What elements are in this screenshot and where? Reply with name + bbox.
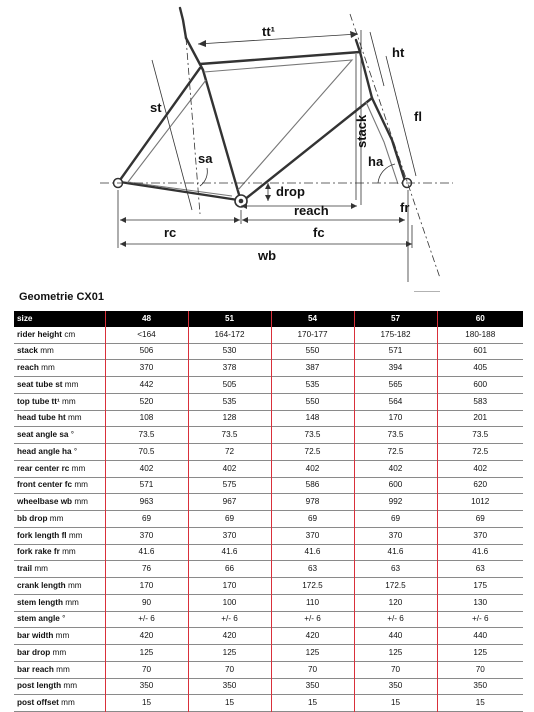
table-cell: 402 xyxy=(105,460,188,477)
table-cell: 350 xyxy=(105,678,188,695)
table-row xyxy=(14,477,523,494)
row-label-text: crank length xyxy=(17,580,66,590)
table-row xyxy=(14,678,523,695)
table-cell: 73.5 xyxy=(271,427,354,444)
table-cell: 535 xyxy=(188,393,271,410)
fl-dimension xyxy=(386,56,416,176)
table-cell: 170 xyxy=(188,578,271,595)
row-unit: mm xyxy=(41,363,55,373)
row-label xyxy=(14,511,105,528)
row-label xyxy=(14,695,105,712)
table-cell: 172.5 xyxy=(354,578,437,595)
table-cell: 440 xyxy=(354,628,437,645)
table-cell: 73.5 xyxy=(354,427,437,444)
fork-blade xyxy=(372,98,406,184)
table-cell: 992 xyxy=(354,494,437,511)
table-row xyxy=(14,695,523,712)
table-cell: 41.6 xyxy=(188,544,271,561)
table-cell: 586 xyxy=(271,477,354,494)
label-fc: fc xyxy=(313,225,325,240)
row-label-text: stack xyxy=(17,346,38,356)
table-cell: 175 xyxy=(437,578,523,595)
table-cell: 69 xyxy=(188,511,271,528)
table-cell: 63 xyxy=(354,561,437,578)
row-label-text: wheelbase wb xyxy=(17,497,73,507)
table-cell: 41.6 xyxy=(354,544,437,561)
table-cell: 63 xyxy=(437,561,523,578)
table-cell: 550 xyxy=(271,393,354,410)
table-cell: 70 xyxy=(354,661,437,678)
table-cell: 110 xyxy=(271,594,354,611)
row-label xyxy=(14,427,105,444)
table-cell: 505 xyxy=(188,377,271,394)
row-unit: mm xyxy=(62,547,76,557)
table-cell: <164 xyxy=(105,327,188,343)
table-cell: 420 xyxy=(105,628,188,645)
table-cell: 575 xyxy=(188,477,271,494)
table-cell: 73.5 xyxy=(188,427,271,444)
header-size-label: size xyxy=(14,311,105,327)
row-unit: mm xyxy=(74,480,88,490)
table-cell: 172.5 xyxy=(271,578,354,595)
table-cell: 550 xyxy=(271,343,354,360)
table-cell: 175-182 xyxy=(354,327,437,343)
seat-stay xyxy=(120,68,200,180)
table-cell: 70.5 xyxy=(105,444,188,461)
row-label-text: fork rake fr xyxy=(17,547,60,557)
page-title: Geometrie CX01 xyxy=(19,291,104,303)
table-cell: 583 xyxy=(437,393,523,410)
table-cell: +/- 6 xyxy=(437,611,523,628)
row-label-text: front center fc xyxy=(17,480,73,490)
table-cell: 72.5 xyxy=(437,444,523,461)
row-label-text: rider height xyxy=(17,329,63,339)
table-cell: 15 xyxy=(105,695,188,712)
table-cell: 402 xyxy=(354,460,437,477)
table-cell: 978 xyxy=(271,494,354,511)
table-row xyxy=(14,343,523,360)
table-cell: 69 xyxy=(271,511,354,528)
header-size: 48 xyxy=(105,311,188,327)
seat-post xyxy=(180,8,186,38)
table-cell: 69 xyxy=(354,511,437,528)
table-cell: 66 xyxy=(188,561,271,578)
table-cell: 170-177 xyxy=(271,327,354,343)
label-ha: ha xyxy=(368,154,384,169)
row-unit: cm xyxy=(64,329,76,339)
row-label-text: bar width xyxy=(17,631,54,641)
row-label xyxy=(14,561,105,578)
row-label xyxy=(14,527,105,544)
table-cell: 164-172 xyxy=(188,327,271,343)
table-row xyxy=(14,561,523,578)
table-cell: 72.5 xyxy=(271,444,354,461)
row-unit: mm xyxy=(64,379,79,389)
row-label-text: trail xyxy=(17,564,33,574)
row-label-text: head tube ht xyxy=(17,413,66,423)
table-cell: 69 xyxy=(105,511,188,528)
table-row xyxy=(14,511,523,528)
table-cell: 15 xyxy=(271,695,354,712)
table-row xyxy=(14,327,523,343)
table-row xyxy=(14,578,523,595)
table-row xyxy=(14,611,523,628)
table-cell: 120 xyxy=(354,594,437,611)
table-cell: 402 xyxy=(437,460,523,477)
table-cell: 125 xyxy=(105,645,188,662)
top-tube-inner xyxy=(204,60,352,190)
row-label xyxy=(14,661,105,678)
row-label-text: rear center rc xyxy=(17,463,70,473)
row-label xyxy=(14,343,105,360)
row-unit: mm xyxy=(74,497,88,507)
table-cell: 571 xyxy=(105,477,188,494)
row-label xyxy=(14,628,105,645)
row-unit: ° xyxy=(73,446,78,456)
table-cell: 520 xyxy=(105,393,188,410)
table-cell: 420 xyxy=(271,628,354,645)
label-fr: fr xyxy=(400,200,410,215)
row-label xyxy=(14,578,105,595)
table-cell: 90 xyxy=(105,594,188,611)
table-cell: 600 xyxy=(437,377,523,394)
label-drop: drop xyxy=(276,184,305,199)
table-row xyxy=(14,427,523,444)
table-cell: 350 xyxy=(188,678,271,695)
table-cell: 148 xyxy=(271,410,354,427)
table-body xyxy=(14,327,523,712)
table-cell: 15 xyxy=(188,695,271,712)
table-cell: 370 xyxy=(105,360,188,377)
table-cell: 41.6 xyxy=(271,544,354,561)
row-label xyxy=(14,645,105,662)
table-cell: 394 xyxy=(354,360,437,377)
row-label-text: fork length fl xyxy=(17,530,67,540)
table-cell: 63 xyxy=(271,561,354,578)
table-cell: 402 xyxy=(271,460,354,477)
table-cell: 370 xyxy=(271,527,354,544)
table-cell: 350 xyxy=(437,678,523,695)
table-cell: 125 xyxy=(271,645,354,662)
label-ht: ht xyxy=(392,45,405,60)
table-row xyxy=(14,444,523,461)
row-unit: mm xyxy=(71,463,86,473)
label-sa: sa xyxy=(198,151,213,166)
table-cell: 100 xyxy=(188,594,271,611)
table-cell: 440 xyxy=(437,628,523,645)
label-fl: fl xyxy=(414,109,422,124)
row-label xyxy=(14,494,105,511)
table-cell: 370 xyxy=(437,527,523,544)
table-cell: 15 xyxy=(354,695,437,712)
row-unit: mm xyxy=(63,681,78,691)
table-row xyxy=(14,628,523,645)
label-reach: reach xyxy=(294,203,329,218)
row-unit: mm xyxy=(67,413,82,423)
row-label xyxy=(14,393,105,410)
header-size: 57 xyxy=(354,311,437,327)
row-unit: mm xyxy=(62,396,76,406)
table-cell: 350 xyxy=(354,678,437,695)
row-label xyxy=(14,477,105,494)
table-row xyxy=(14,360,523,377)
table-cell: 72.5 xyxy=(354,444,437,461)
table-cell: 69 xyxy=(437,511,523,528)
head-tube xyxy=(360,52,372,98)
table-row xyxy=(14,460,523,477)
label-stack: stack xyxy=(354,114,369,148)
row-label xyxy=(14,377,105,394)
table-cell: 370 xyxy=(188,527,271,544)
table-cell: 170 xyxy=(105,578,188,595)
header-size: 60 xyxy=(437,311,523,327)
row-label-text: post length xyxy=(17,681,62,691)
row-label-text: bar drop xyxy=(17,647,51,657)
table-cell: 967 xyxy=(188,494,271,511)
table-row xyxy=(14,527,523,544)
table-cell: +/- 6 xyxy=(105,611,188,628)
header-size: 51 xyxy=(188,311,271,327)
table-cell: 72 xyxy=(188,444,271,461)
row-unit: mm xyxy=(55,631,70,641)
label-wb: wb xyxy=(258,248,277,263)
table-cell: +/- 6 xyxy=(271,611,354,628)
table-cell: 387 xyxy=(271,360,354,377)
geometry-table xyxy=(14,311,523,712)
down-tube xyxy=(244,98,372,200)
table-row xyxy=(14,645,523,662)
row-unit: ° xyxy=(70,430,74,440)
row-label xyxy=(14,444,105,461)
row-label-text: stem length xyxy=(17,597,63,607)
ht-dimension xyxy=(370,32,384,86)
table-cell: 41.6 xyxy=(437,544,523,561)
row-unit: mm xyxy=(68,530,83,540)
frame-geometry-diagram xyxy=(0,0,534,292)
row-label xyxy=(14,360,105,377)
row-unit: mm xyxy=(49,513,64,523)
table-cell: +/- 6 xyxy=(188,611,271,628)
stem-spacer xyxy=(356,40,360,52)
table-cell: 70 xyxy=(437,661,523,678)
table-cell: 73.5 xyxy=(105,427,188,444)
label-st: st xyxy=(150,100,162,115)
table-header-row xyxy=(14,311,523,327)
row-unit: mm xyxy=(40,346,54,356)
table-row xyxy=(14,544,523,561)
table-cell: 170 xyxy=(354,410,437,427)
row-unit: mm xyxy=(34,564,48,574)
row-label-text: seat tube st xyxy=(17,379,63,389)
row-label-text: reach xyxy=(17,363,39,373)
row-label xyxy=(14,678,105,695)
row-label-text: head angle ha xyxy=(17,446,72,456)
table-cell: +/- 6 xyxy=(354,611,437,628)
table-cell: 1012 xyxy=(437,494,523,511)
table-cell: 530 xyxy=(188,343,271,360)
row-label-text: bb drop xyxy=(17,513,48,523)
table-cell: 378 xyxy=(188,360,271,377)
row-label-text: bar reach xyxy=(17,664,54,674)
table-cell: 125 xyxy=(188,645,271,662)
top-tube xyxy=(200,52,360,64)
seat-tube-axis xyxy=(186,38,200,214)
row-label xyxy=(14,611,105,628)
row-unit: mm xyxy=(65,597,79,607)
table-cell: 600 xyxy=(354,477,437,494)
table-cell: 370 xyxy=(105,527,188,544)
table-cell: 571 xyxy=(354,343,437,360)
row-label xyxy=(14,460,105,477)
row-label xyxy=(14,594,105,611)
table-cell: 130 xyxy=(437,594,523,611)
table-cell: 370 xyxy=(354,527,437,544)
table-cell: 108 xyxy=(105,410,188,427)
row-label-text: stem angle xyxy=(17,614,60,624)
row-unit: mm xyxy=(56,664,70,674)
table-row xyxy=(14,594,523,611)
table-cell: 128 xyxy=(188,410,271,427)
table-cell: 76 xyxy=(105,561,188,578)
table-cell: 125 xyxy=(354,645,437,662)
table-cell: 442 xyxy=(105,377,188,394)
row-unit: mm xyxy=(52,647,67,657)
table-cell: 125 xyxy=(437,645,523,662)
row-unit: mm xyxy=(61,698,75,708)
chain-stay xyxy=(120,182,238,200)
table-cell: 41.6 xyxy=(105,544,188,561)
table-cell: 506 xyxy=(105,343,188,360)
table-cell: 963 xyxy=(105,494,188,511)
table-cell: 420 xyxy=(188,628,271,645)
row-unit: mm xyxy=(67,580,82,590)
row-label xyxy=(14,410,105,427)
table-cell: 70 xyxy=(105,661,188,678)
table-row xyxy=(14,494,523,511)
label-rc: rc xyxy=(164,225,177,240)
table-cell: 15 xyxy=(437,695,523,712)
header-size: 54 xyxy=(271,311,354,327)
row-label-text: post offset xyxy=(17,698,59,708)
row-unit: ° xyxy=(62,614,66,624)
table-cell: 180-188 xyxy=(437,327,523,343)
table-row xyxy=(14,393,523,410)
table-cell: 70 xyxy=(188,661,271,678)
table-row xyxy=(14,377,523,394)
table-cell: 601 xyxy=(437,343,523,360)
table-cell: 405 xyxy=(437,360,523,377)
table-row xyxy=(14,410,523,427)
row-label xyxy=(14,327,105,343)
table-cell: 620 xyxy=(437,477,523,494)
label-tt: tt¹ xyxy=(262,24,275,39)
table-cell: 535 xyxy=(271,377,354,394)
row-label-text: seat angle sa xyxy=(17,430,69,440)
table-cell: 73.5 xyxy=(437,427,523,444)
table-cell: 402 xyxy=(188,460,271,477)
table-cell: 565 xyxy=(354,377,437,394)
table-row xyxy=(14,661,523,678)
table-cell: 70 xyxy=(271,661,354,678)
table-cell: 564 xyxy=(354,393,437,410)
row-label xyxy=(14,544,105,561)
table-cell: 201 xyxy=(437,410,523,427)
table-cell: 350 xyxy=(271,678,354,695)
row-label-text: top tube tt¹ xyxy=(17,396,60,406)
tt-dimension xyxy=(198,34,358,44)
